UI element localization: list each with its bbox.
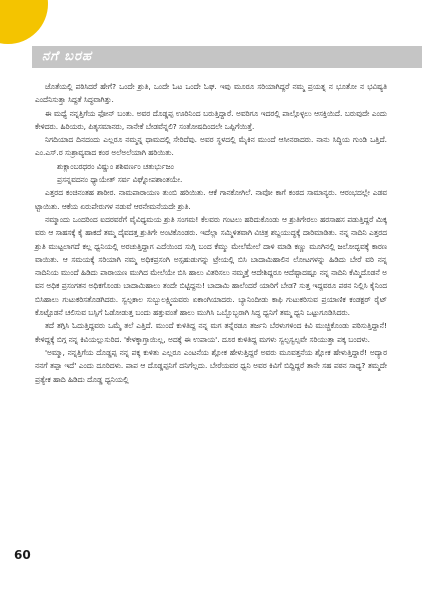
article-body <box>35 80 387 386</box>
paragraph: ತದೆ ತಗ್ಗಿಸಿ ಓದುತ್ತಿದ್ದವರು ಒಮ್ಮೆ ತಲೆ ಎತ್ತಿದೆ. ಮುಂದೆ ಕುಳಿತಿದ್ದ ನನ್ನ ಮಗ ತನ್ನೆರಡೂ ತರ್ಜನಿ ಬೆರಳುಗಳಿಂದ ಕಿವಿ ಮುಚ್ಚಿಕೊಂಡು ಪಠಿಸುತ್ತಿದ್ದಾನೆ! ಕೇಳಿದ್ದಕ್ಕೆ ಬಿಗ್ಗ ನನ್ನ ಕಿವಿಯಲ್ಲುಸುರಿದ. 'ಕೇಳಕ್ಕಾಗ್ತಾಯಿಲ್ಲ, ಅದಕ್ಕೆ ಈ ಉಪಾಯ'. ದೂರ ಕುಳಿತಿದ್ದ ಮಗಳು ಸ್ವಲ್ಪಸ್ವಲ್ಪವೇ ಸರಿಯುತ್ತಾ ಪಕ್ಕ ಬಂದಳು. <box>35 321 387 344</box>
paragraph: 'ಅಮ್ಮಾ, ನನ್ನತ್ತಿಗೆಯ ದೊಡ್ಡಪ್ಪ ನನ್ನ ಪಕ್ಕ ಕುಳಿತು ಎಲ್ಲರೂ ಎಂಟನೆಯ ಶ್ಲೋಕ ಹೇಳುತ್ತಿದ್ದರೆ ಅವರು ಮೂವತ್ತನೆಯ ಶ್ಲೋಕ ಹೇಳುತ್ತಿದ್ದಾರೆ! ಅದ್ಯಾರ ನನಗೆ ತಪ್ಪಾ ಇದೆ' ಎಂದು ದೂರಿದಳು. ಪಾಪ ಆ ದೊಡ್ಡಪ್ಪನಿಗೆ ದನಿಗೆಲ್ಲದು. ಬೇರೆಯವರ ಧ್ವನಿ ಅವರ ಕಿವಿಗೆ ಬಿದ್ದಿದ್ದರೆ ತಾನೇ ಸಹ ಪಠನ ಸಾಧ್ಯ? ತಮ್ಮದೇ ಪ್ರತ್ಯೇಕ ಹಾದಿ ಹಿಡಿದು ದೊಡ್ಡ ಧ್ವನಿಯಲ್ಲಿ <box>35 347 387 384</box>
verse-line: ಶುಕ್ಲಾಂಬರಧರಂ ವಿಷ್ಣುಂ ಶಶಿವರ್ಣಂ ಚತುರ್ಭುಜಂ <box>57 161 174 171</box>
section-title: ನಗೆ ಬರಹ <box>42 49 92 64</box>
page-header <box>0 0 422 72</box>
paragraph: ನಿಗದಿಯಾದ ದಿನದಂದು ಎಲ್ಲರೂ ನಮ್ಮನ್ನ ಧಾಮದಲ್ಲಿ ಸೇರಿದೆವು. ಅವರ ಸ್ಥಳದಲ್ಲಿ ಮೈಕಿನ ಮುಂದೆ ಆಸೀನರಾದರು. ನಾನು ಸಿದ್ಧಿಯ ಗುಂಡಿ ಒತ್ತಿದೆ. ಎಂ.ಎಸ್.ರ ಸುಶ್ರಾವ್ಯವಾದ ಕಂಠ ಅಲೆಅಲೆಯಾಗಿ ಹರಿಯಿತು. <box>35 135 387 158</box>
page-number: 60 <box>14 548 31 562</box>
paragraph: ನಮ್ಮಾಂದು ಒಂದರಿಂದ ಐದರವರೆಗೆ ವೈವಿಧ್ಯಮಯ ಶ್ರುತಿ ಸಂಗಮ! ಕೆಲವರು ಗಂಟಲು ಹರಿದುಕೊಂಡು ಆ ಶ್ರುತಿಗೇರಲು ಹರಸಾಹಸ ಪಡುತ್ತಿದ್ದರೆ ಮಿಕ್ಕವರು ಆ ಸಾಹಸಕ್ಕೆ ಕೈ ಹಾಕದೆ ತಮ್ಮ ದೈವದತ್ತ ಶ್ರುತಿಗೇ ಅಂಟಿಕೊಂಡರು. ಇದೆಲ್ಲಾ ಸಮ್ಮಿಳಿತವಾಗಿ ವಿಚಿತ್ರ ಶಬ್ದಯುದ್ಧಕ್ಕೆ ದಾರಿಮಾಡಿತು. ನನ್ನ ನಾದಿನಿ ಎತ್ತರದ ಶ್ರುತಿ ಮುಟ್ಟಲಾಗದೆ ಕಲ್ಲ ಧ್ವನಿಯಲ್ಲಿ ಅರಚುತ್ತಿದ್ದಾಗ ಎದೆಯಿಂದ ಸುಗ್ಗಿ ಬಂದ ಕೆಮ್ಮು ಮೇಲೆಮೇಲೆ ದಾಳಿ ಮಾಡಿ ಕಣ್ಣು ಮೂಗಿನಲ್ಲಿ ಜಲೋದ್ಭವಕ್ಕೆ ಕಾರಣವಾಯಿತು. ಆ ಸಮಯಕ್ಕೆ ಸರಿಯಾಗಿ ನಮ್ಮ ಅಧಿಕಪ್ರಸಂಗಿ ಅಸ್ಸಹುಡುಗನ್ನು ಟ್ರೇಯಲ್ಲಿ ಬಿಸಿ ಬಾದಾಮಿಹಾಲಿನ ಲೋಟಗಳನ್ನು ಹಿಡಿದು ಬೇರೆ ವರಿ ನನ್ನ ನಾದಿನಿಯ ಮುಂದೆ ಹಿಡಿದು ಪಾರಾಯಣ ಮುಗಿದ ಮೇಲೆಯೇ ಬಿಸಿ ಹಾಲು ವಿತರಿಸಲು ನಮ್ಮತ್ತೆ ಆದೇಶಿದ್ದರೂ ಆದೆಷ್ಟಾದಷ್ಟೂ ನನ್ನ ನಾದಿನಿ ಕೆಮ್ಮಿದೊಡನೆ ಅವನ ಅಧಿಕ ಪ್ರಸಂಗತನ ಅಧಿಕಗೊಂಡು ಬಾದಾಮಿಹಾಲು ತಂದೇ ಬಿಟ್ಟಿದ್ದನು! ಬಾದಾಮಿ ಹಾಲೆಂದರೆ ಯಾರಿಗೆ ಬೇಡ? ಸುತ್ತ ಇದ್ದವರೂ ಪಠನ ನಿಲ್ಲಿಸಿ ಕೈನಿಂದ ಬಿಸಿಹಾಲು ಗುಟುಕರಿಸತೊಡಗಿದರು. ಸ್ವಲ್ಪಕಾಲ ಸುಬ್ಬುಲಕ್ಷ್ಮಿಯವರು ಏಕಾಂಗಿಯಾದರು. ಬ್ಯಾನಿಂದೀಡು ಕಾಫಿ ಗುಟುಕರಿಸುವ ಪ್ರಯಾಣಿಕ ಕಂಡಕ್ಟರ್ ರೈಟ್ ಕೊಟ್ಟೊಡನೆ ಚಲಿಸುವ ಬಸ್ಸಿಗೆ ಓಡೋಡುತ್ತ ಬಂದು ಹತ್ತುವಂತೆ ಹಾಲು ಮುಗಿಸಿ ಒಬ್ಬೊಬ್ಬರಾಗಿ ಸಿದ್ಧ ಧ್ವನಿಗೆ ತಮ್ಮ ಧ್ವನಿ ಒಟ್ಟುಗೂಡಿಸಿದರು. <box>35 214 387 318</box>
paragraph: ಎತ್ತರದ ಕಂಚಿನಂತಹ ಶಾರೀರ. ನಾಮಪಾರಾಯಣ ತುಂಬಿ ಹರಿಯಿತು. ಆಕೆ ಗಾನಕೋಗಿಲೆ. ನಾವೋ ಕಾಗೆ ಕಂಠದ ಸಾಮಾನ್ಯರು. ಆರಂಭದಲ್ಲೇ ಎಡವಟ್ಟಾಯಿತು. ಆಕೆಯ ಏರುಪೇರುಗಳ ನಡುವೆ ಆರನೇಮನೆಯದೇ ಶ್ರುತಿ. <box>35 188 387 211</box>
paragraph: ಜೊತೆಯಲ್ಲಿ ಪಠಿಸಿದರೆ ಹೇಗೆ? ಒಂದೇ ಶ್ರುತಿ, ಒಂದೇ ಓಟ ಒಂದೇ ಓಘ. ಇವು ಮೂರೂ ಸರಿಯಾಗಿದ್ದರೆ ನಮ್ಮ ಪ್ರಯತ್ನ ನ ಭೂತೋ ನ ಭವಿಷ್ಯತಿ ಎಂದೆನಿಸುತ್ತಾ ಸಿದ್ದತೆ ಸಿದ್ಧವಾಗಿತ್ತು. <box>35 82 387 105</box>
verse-line: ಪ್ರಸನ್ನವದನಂ ಧ್ಯಾಯೇತ್ ಸರ್ವ ವಿಘ್ನೋಪಶಾಂತಯೇ. <box>57 175 183 185</box>
paragraph: ಈ ಮಧ್ಯೆ ನನ್ನತ್ತಿಗೆಯ ಫೋನ್ ಬಂತು. ಅವರ ದೊಡ್ಡಪ್ಪ ಊರಿನಿಂದ ಬರುತ್ತಿದ್ದಾರೆ. ಅವರಿಗೂ ಇದರಲ್ಲಿ ಪಾಲ್ಗೊಳ್ಳಲು ಆಸಕ್ತಿಯಿದೆ. ಬರುವುದೇ ಎಂದು ಕೇಳಿದರು. ಹಿರಿಯರು, ಪಿತೃಸಮಾನರು, ನಾನೇಕೆ ಬೇಡವೆನ್ನಲಿ? ಸಂತೋಷದಿಂದಲೇ ಒಪ್ಪಿಗೆಯಿತ್ತೆ. <box>35 108 387 131</box>
